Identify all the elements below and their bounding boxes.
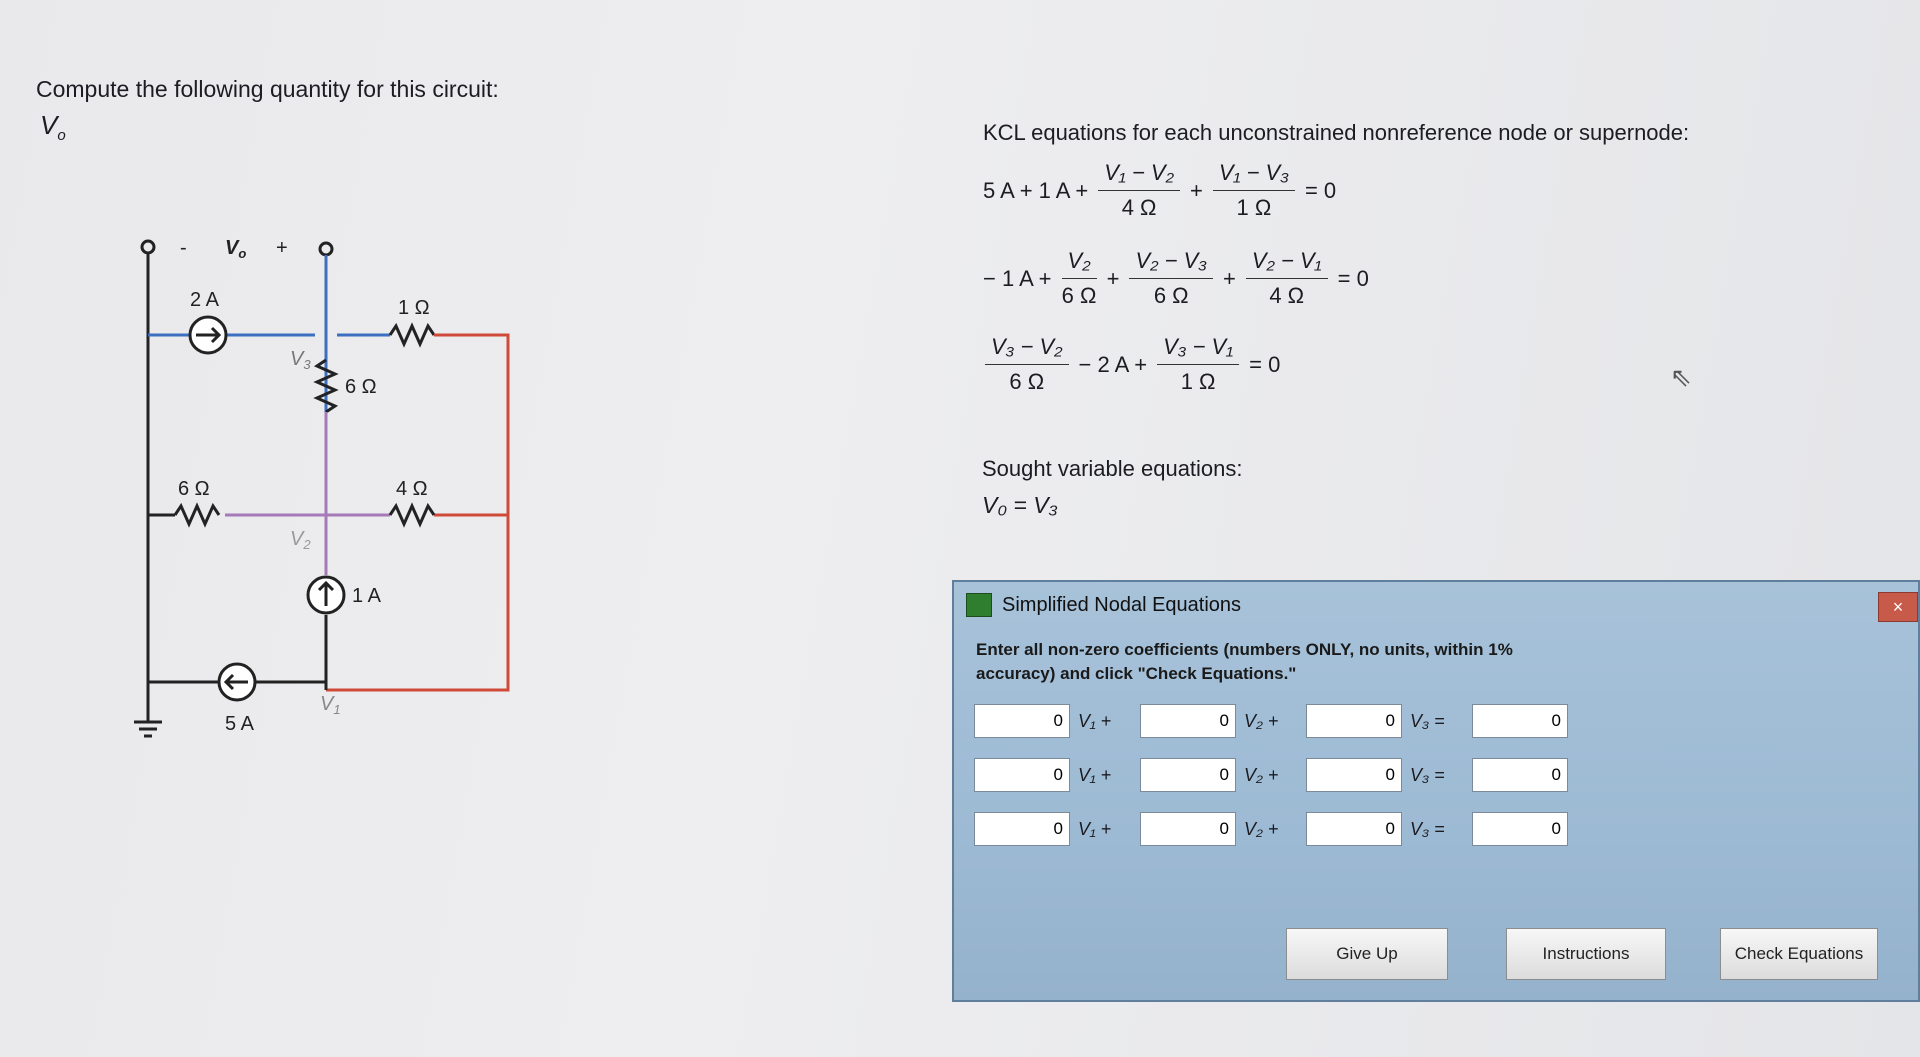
row1-v1-coefficient[interactable]: [974, 704, 1070, 738]
resistor-6ohm-left: [175, 506, 219, 524]
node-v1-label: $V_1$: [320, 693, 341, 717]
row1-v2-coefficient[interactable]: [1140, 704, 1236, 738]
give-up-button[interactable]: Give Up: [1286, 928, 1448, 980]
res-6ohm-left-label: 6 Ω: [178, 478, 210, 500]
dialog-instructions: Enter all non-zero coefficients (numbers ONLY, no units, within 1% accuracy) and click "Check Equations.": [976, 640, 1513, 683]
v1-label: V₁ +: [1078, 818, 1112, 839]
ground-icon: [134, 722, 162, 736]
res-1ohm-label: 1 Ω: [398, 297, 430, 319]
node-v3-label: $V_3$: [290, 348, 311, 372]
vo-terminal-right: [320, 243, 332, 255]
row3-v1-coefficient[interactable]: [974, 812, 1070, 846]
row2-v3-coefficient[interactable]: [1306, 758, 1402, 792]
current-source-1a: [308, 577, 344, 613]
nodal-equations-dialog: [952, 580, 1920, 1002]
src-5a-label: 5 A: [225, 713, 254, 735]
v1-label: V₁ +: [1078, 764, 1112, 785]
resistor-1ohm: [390, 326, 434, 344]
dialog-title: Simplified Nodal Equations: [1002, 593, 1242, 616]
check-equations-button[interactable]: Check Equations: [1720, 928, 1878, 980]
row2-rhs[interactable]: [1472, 758, 1568, 792]
row3-v2-coefficient[interactable]: [1140, 812, 1236, 846]
instructions-button[interactable]: Instructions: [1506, 928, 1666, 980]
equation-row-1: [974, 704, 1568, 738]
current-source-5a: [219, 664, 255, 700]
v2-label: V₂ +: [1244, 710, 1279, 731]
row1-v3-coefficient[interactable]: [1306, 704, 1402, 738]
question-variable: $V_o$: [40, 110, 66, 145]
src-2a-label: 2 A: [190, 289, 219, 311]
resistor-4ohm: [390, 506, 434, 524]
dialog-titlebar[interactable]: [966, 590, 1241, 620]
question-text: Compute the following quantity for this circuit:: [36, 76, 499, 102]
row3-rhs[interactable]: [1472, 812, 1568, 846]
v3-label: V₃ =: [1410, 710, 1445, 731]
current-source-2a: [190, 317, 226, 353]
res-4ohm-label: 4 Ω: [396, 478, 428, 500]
v3-label: V₃ =: [1410, 764, 1445, 785]
row1-rhs[interactable]: [1472, 704, 1568, 738]
sought-title: Sought variable equations:: [982, 456, 1243, 481]
v3-label: V₃ =: [1410, 818, 1445, 839]
arrow-cursor-icon: ⇖: [1670, 362, 1692, 392]
row3-v3-coefficient[interactable]: [1306, 812, 1402, 846]
kcl-equation-1: 5 A + 1 A + $\frac{\text{V₁ − V₂}}{4 \Omega}$ + $\frac{\text{V₁ − V₃}}{1 \Omega}$ = 0: [983, 160, 1337, 220]
circuit-diagram: [120, 210, 520, 770]
equation-row-3: [974, 812, 1568, 846]
row2-v1-coefficient[interactable]: [974, 758, 1070, 792]
v2-label: V₂ +: [1244, 764, 1279, 785]
kcl-equation-3: $\frac{\text{V₃ − V₂}}{6 \Omega}$ − 2 A + $\frac{\text{V₃ − V₁}}{1 \Omega}$ = 0: [975, 334, 1280, 395]
vo-minus-label: -: [180, 237, 187, 259]
kcl-title: KCL equations for each unconstrained nonreference node or supernode:: [983, 120, 1690, 145]
node-v2-label: $V_2$: [290, 528, 311, 552]
vo-terminal-left: [142, 241, 154, 253]
vo-label: $V_o$: [225, 237, 247, 261]
kcl-equation-2: − 1 A + $\frac{\text{V₂}}{6 \Omega}$ + $\frac{\text{V₂ − V₃}}{6 \Omega}$ + $\frac{\text{V₂ − V₁}}{4 \Omega}$ = 0: [983, 248, 1369, 308]
v2-label: V₂ +: [1244, 818, 1279, 839]
row2-v2-coefficient[interactable]: [1140, 758, 1236, 792]
app-icon: [966, 593, 992, 617]
res-6ohm-vertical-label: 6 Ω: [345, 376, 377, 398]
equation-row-2: [974, 758, 1568, 792]
vo-plus-label: +: [276, 237, 288, 259]
v1-label: V₁ +: [1078, 710, 1112, 731]
close-icon[interactable]: ×: [1878, 592, 1918, 622]
sought-equation: V₀ = V₃: [982, 492, 1058, 518]
src-1a-label: 1 A: [352, 585, 381, 607]
